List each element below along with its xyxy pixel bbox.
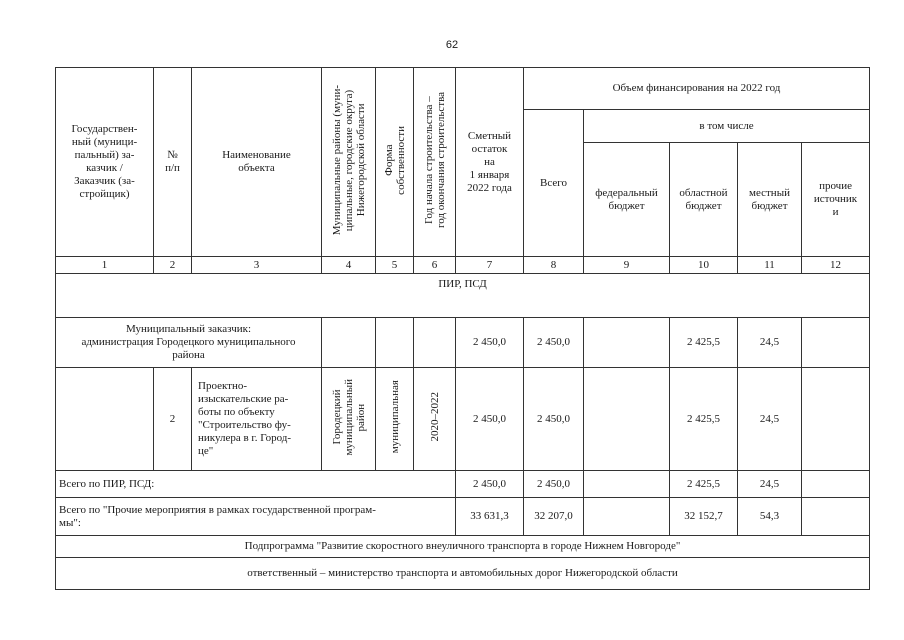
customer-label: Муниципальный заказчик: администрация Городецкого муниципального района — [56, 318, 322, 368]
object-period: 2020–2022 — [414, 368, 456, 471]
column-number: 6 — [414, 257, 456, 274]
total-other-label: Всего по "Прочие мероприятия в рамках государственной програм- мы": — [56, 498, 456, 536]
header-including: в том числе — [584, 110, 870, 143]
total-other-row — [56, 498, 870, 536]
local-value: 54,3 — [738, 498, 802, 536]
section-title: ПИР, ПСД — [56, 274, 870, 318]
empty-cell — [414, 318, 456, 368]
other-value — [802, 471, 870, 498]
column-number: 3 — [192, 257, 322, 274]
column-number: 10 — [670, 257, 738, 274]
subprogram-row — [56, 536, 870, 558]
financing-table — [55, 67, 870, 590]
estimate-value: 2 450,0 — [456, 471, 524, 498]
other-value — [802, 498, 870, 536]
header-estimate-balance: Сметный остаток на 1 января 2022 года — [456, 68, 524, 257]
column-number: 8 — [524, 257, 584, 274]
empty-cell — [56, 368, 154, 471]
total-value: 32 207,0 — [524, 498, 584, 536]
header-object-name: Наименование объекта — [192, 68, 322, 257]
column-number: 7 — [456, 257, 524, 274]
column-number: 2 — [154, 257, 192, 274]
total-value: 2 450,0 — [524, 368, 584, 471]
object-district: Городецкий муниципальный район — [322, 368, 376, 471]
header-ownership: Форма собственности — [376, 68, 414, 257]
subprogram-title: Подпрограмма "Развитие скоростного внеуличного транспорта в городе Нижнем Новгороде" — [56, 536, 870, 558]
other-value — [802, 368, 870, 471]
header-num: № п/п — [154, 68, 192, 257]
object-row — [56, 368, 870, 471]
object-num: 2 — [154, 368, 192, 471]
estimate-value: 33 631,3 — [456, 498, 524, 536]
responsible-row — [56, 558, 870, 590]
header-regional: областной бюджет — [670, 143, 738, 257]
section-title-row — [56, 274, 870, 318]
header-row-1 — [56, 68, 870, 110]
header-local: местный бюджет — [738, 143, 802, 257]
federal-value — [584, 471, 670, 498]
total-value: 2 450,0 — [524, 318, 584, 368]
object-ownership: муниципальная — [376, 368, 414, 471]
column-number: 1 — [56, 257, 154, 274]
total-pir-label: Всего по ПИР, ПСД: — [56, 471, 456, 498]
column-numbers-row — [56, 257, 870, 274]
header-total: Всего — [524, 110, 584, 257]
regional-value: 2 425,5 — [670, 368, 738, 471]
local-value: 24,5 — [738, 318, 802, 368]
regional-value: 32 152,7 — [670, 498, 738, 536]
header-federal: федеральный бюджет — [584, 143, 670, 257]
column-number: 11 — [738, 257, 802, 274]
header-construction-period: Год начала строительства – год окончания строительства — [414, 68, 456, 257]
responsible-text: ответственный – министерство транспорта и автомобильных дорог Нижегородской области — [56, 558, 870, 590]
page-number: 62 — [445, 39, 459, 51]
federal-value — [584, 368, 670, 471]
local-value: 24,5 — [738, 368, 802, 471]
column-number: 12 — [802, 257, 870, 274]
other-value — [802, 318, 870, 368]
estimate-value: 2 450,0 — [456, 318, 524, 368]
customer-row — [56, 318, 870, 368]
empty-cell — [376, 318, 414, 368]
object-name: Проектно- изыскательские ра- боты по объекту "Строительство фу- никулера в г. Город- це" — [192, 368, 322, 471]
total-pir-row — [56, 471, 870, 498]
column-number: 9 — [584, 257, 670, 274]
federal-value — [584, 498, 670, 536]
header-other: прочие источник и — [802, 143, 870, 257]
regional-value: 2 425,5 — [670, 471, 738, 498]
federal-value — [584, 318, 670, 368]
column-number: 4 — [322, 257, 376, 274]
regional-value: 2 425,5 — [670, 318, 738, 368]
local-value: 24,5 — [738, 471, 802, 498]
header-municipal-districts: Муниципальные районы (муни- ципальные, городские округа) Нижегородской области — [322, 68, 376, 257]
column-number: 5 — [376, 257, 414, 274]
total-value: 2 450,0 — [524, 471, 584, 498]
header-funding-2022: Объем финансирования на 2022 год — [524, 68, 870, 110]
estimate-value: 2 450,0 — [456, 368, 524, 471]
header-customer: Государствен- ный (муници- пальный) за- казчик / Заказчик (за- стройщик) — [56, 68, 154, 257]
empty-cell — [322, 318, 376, 368]
